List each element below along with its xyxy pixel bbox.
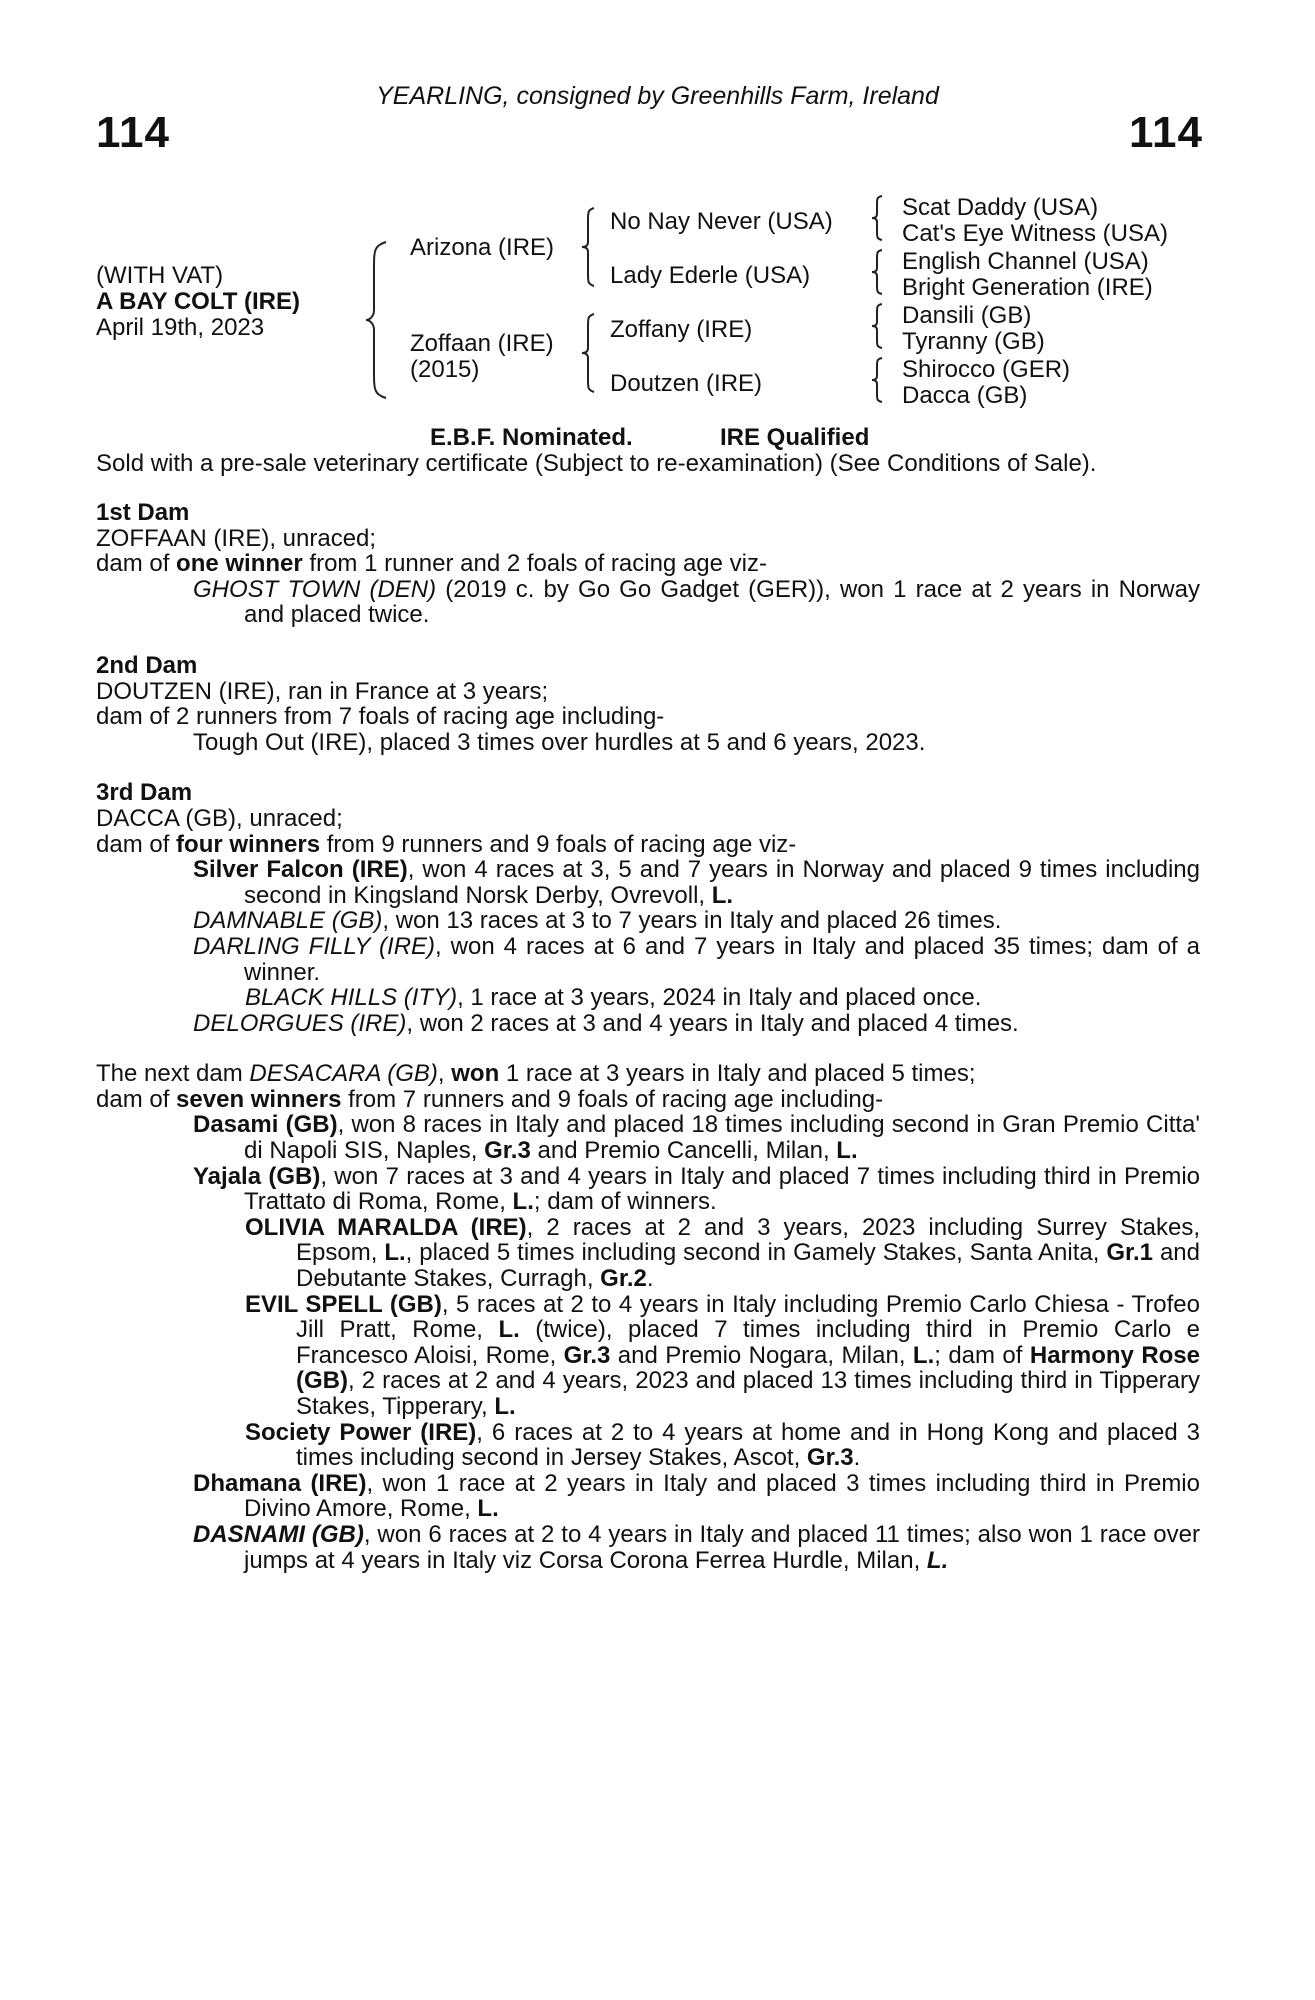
lot-title: A BAY COLT (IRE) — [96, 288, 301, 315]
produce-entry: DELORGUES (IRE), won 2 races at 3 and 4 years in Italy and placed 4 times. — [193, 1009, 1019, 1037]
dam-line: DOUTZEN (IRE), ran in France at 3 years; — [96, 677, 549, 705]
lot-number-left: 114 — [96, 108, 170, 157]
pedigree-sire: Arizona (IRE) — [410, 234, 555, 261]
pedigree-dam-sire: Zoffany (IRE) — [610, 316, 753, 343]
dam-produce-line: dam of four winners from 9 runners and 9 foals of racing age viz- — [96, 830, 797, 858]
produce-entry: Society Power (IRE), 6 races at 2 to 4 years at home and in Hong Kong and placed 3 times including second in Jersey Stakes, Ascot, Gr.3. — [245, 1418, 1200, 1472]
consignment-line: YEARLING, consigned by Greenhills Farm, Ireland — [376, 82, 939, 110]
dam-produce-line: dam of seven winners from 7 runners and 9 foals of racing age including- — [96, 1085, 884, 1113]
pedigree-g2: Cat's Eye Witness (USA) — [902, 220, 1168, 247]
produce-entry: OLIVIA MARALDA (IRE), 2 races at 2 and 3 years, 2023 including Surrey Stakes, Epsom, L., placed 5 times including second in Gamely Stakes, Santa Anita, Gr.1 and Debutante Stakes, Curragh, Gr.2. — [245, 1213, 1200, 1293]
produce-entry: DASNAMI (GB), won 6 races at 2 to 4 years in Italy and placed 11 times; also won 1 race over jumps at 4 years in Italy viz Corsa Corona Ferrea Hurdle, Milan, L. — [193, 1520, 1200, 1574]
pedigree-dam: Zoffaan (IRE) — [410, 330, 554, 357]
vet-note: Sold with a pre-sale veterinary certificate (Subject to re-examination) (See Conditions of Sale). — [96, 450, 1097, 477]
pedigree-sire-dam: Lady Ederle (USA) — [610, 262, 811, 289]
dam-line: ZOFFAAN (IRE), unraced; — [96, 524, 377, 552]
produce-entry: Tough Out (IRE), placed 3 times over hurdles at 5 and 6 years, 2023. — [193, 728, 926, 756]
pedigree-g3: English Channel (USA) — [902, 248, 1149, 275]
produce-entry: DARLING FILLY (IRE), won 4 races at 6 and 7 years in Italy and placed 35 times; dam of a winner. — [193, 932, 1200, 986]
pedigree-brace — [870, 248, 886, 296]
pedigree-g6: Tyranny (GB) — [902, 328, 1045, 355]
section-heading: 2nd Dam — [96, 651, 198, 679]
ire-badge: IRE Qualified — [720, 424, 870, 451]
dam-produce-line: dam of one winner from 1 runner and 2 foals of racing age viz- — [96, 550, 767, 578]
pedigree-dam-year: (2015) — [410, 356, 480, 383]
pedigree-brace — [364, 240, 392, 400]
pedigree-brace — [870, 356, 886, 404]
ebf-badge: E.B.F. Nominated. — [430, 424, 633, 451]
fourth-dam-section — [96, 1061, 1200, 1573]
dam-line: The next dam DESACARA (GB), won 1 race at 3 years in Italy and placed 5 times; — [96, 1060, 976, 1088]
third-dam-section — [96, 780, 1200, 1036]
produce-entry: Dasami (GB), won 8 races in Italy and placed 18 times including second in Gran Premio Citta' di Napoli SIS, Naples, Gr.3 and Premio Cancelli, Milan, L. — [193, 1111, 1200, 1165]
lot-number-right: 114 — [1129, 108, 1203, 157]
pedigree-g8: Dacca (GB) — [902, 382, 1028, 409]
pedigree-brace — [580, 312, 598, 394]
pedigree-dam-dam: Doutzen (IRE) — [610, 370, 763, 397]
produce-entry: Dhamana (IRE), won 1 race at 2 years in Italy and placed 3 times including third in Premio Divino Amore, Rome, L. — [193, 1469, 1200, 1523]
produce-entry: BLACK HILLS (ITY), 1 race at 3 years, 2024 in Italy and placed once. — [245, 984, 982, 1012]
produce-entry: DAMNABLE (GB), won 13 races at 3 to 7 years in Italy and placed 26 times. — [193, 907, 1002, 935]
dam-line: DACCA (GB), unraced; — [96, 804, 343, 832]
produce-entry: Silver Falcon (IRE), won 4 races at 3, 5 and 7 years in Norway and placed 9 times including second in Kingsland Norsk Derby, Ovrevoll, L. — [193, 856, 1200, 909]
section-heading: 3rd Dam — [96, 779, 193, 807]
pedigree-sire-sire: No Nay Never (USA) — [610, 208, 833, 235]
pedigree-g1: Scat Daddy (USA) — [902, 194, 1099, 221]
pedigree-g5: Dansili (GB) — [902, 302, 1032, 329]
dam-produce-line: dam of 2 runners from 7 foals of racing age including- — [96, 703, 665, 731]
pedigree-brace — [870, 194, 886, 242]
foaling-date: April 19th, 2023 — [96, 314, 265, 341]
first-dam-section — [96, 500, 1200, 628]
pedigree-brace — [870, 302, 886, 350]
produce-entry: GHOST TOWN (DEN) (2019 c. by Go Go Gadget (GER)), won 1 race at 2 years in Norway and placed twice. — [193, 575, 1200, 629]
produce-entry: Yajala (GB), won 7 races at 3 and 4 years in Italy and placed 7 times including third in Premio Trattato di Roma, Rome, L.; dam of winners. — [193, 1162, 1200, 1216]
produce-entry: EVIL SPELL (GB), 5 races at 2 to 4 years in Italy including Premio Carlo Chiesa - Trofeo Jill Pratt, Rome, L. (twice), placed 7 times including third in Premio Carlo e Francesco Aloisi, Rome, Gr.3 and Premio Nogara, Milan, L.; dam of Harmony Rose (GB), 2 races at 2 and 4 years, 2023 and placed 13 times including third in Tipperary Stakes, Tipperary, L. — [245, 1290, 1201, 1420]
section-heading: 1st Dam — [96, 499, 190, 526]
pedigree-g4: Bright Generation (IRE) — [902, 274, 1153, 301]
pedigree-g7: Shirocco (GER) — [902, 356, 1071, 383]
catalogue-body — [96, 500, 1200, 1573]
second-dam-section — [96, 653, 1200, 755]
vat-note: (WITH VAT) — [96, 262, 224, 289]
pedigree-brace — [580, 206, 598, 288]
